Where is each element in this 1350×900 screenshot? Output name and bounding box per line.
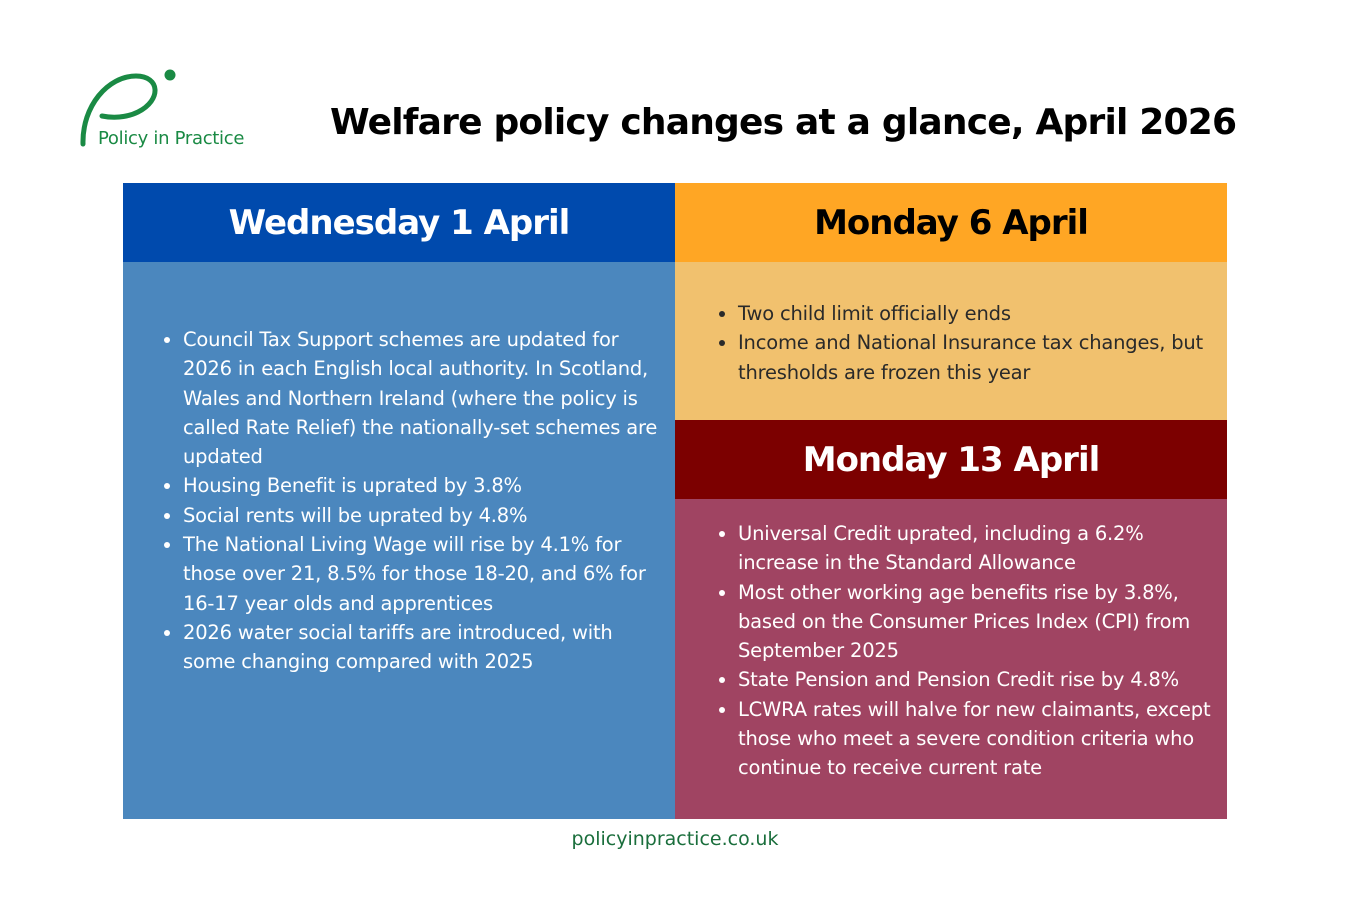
monday-6-april-header: Monday 6 April — [675, 183, 1227, 262]
monday-13-april-body — [675, 499, 1227, 819]
list-item: 2026 water social tariffs are introduced, with some changing compared with 2025 — [139, 618, 659, 677]
monday-13-april-list — [694, 519, 1224, 783]
list-item: Universal Credit uprated, including a 6.2% increase in the Standard Allowance — [694, 519, 1224, 578]
list-item: LCWRA rates will halve for new claimants, except those who meet a severe condition criteria who continue to receive current rate — [694, 695, 1224, 783]
list-item: Council Tax Support schemes are updated for 2026 in each English local authority. In Scotland, Wales and Northern Ireland (where the policy is called Rate Relief) the nationally-set schemes are updated — [139, 325, 659, 471]
footer-url-link[interactable]: policyinpractice.co.uk — [571, 828, 779, 850]
list-item: State Pension and Pension Credit rise by 4.8% — [694, 665, 1224, 694]
monday-13-april-header: Monday 13 April — [675, 420, 1227, 499]
list-item: The National Living Wage will rise by 4.1% for those over 21, 8.5% for those 18-20, and 6% for 16-17 year olds and apprentices — [139, 530, 659, 618]
list-item: Income and National Insurance tax changes, but thresholds are frozen this year — [694, 328, 1214, 387]
wednesday-1-april-header: Wednesday 1 April — [123, 183, 675, 262]
list-item: Two child limit officially ends — [694, 299, 1214, 328]
monday-6-april-body — [675, 262, 1227, 420]
monday-6-april-list — [694, 299, 1214, 387]
wednesday-1-april-body — [123, 262, 675, 819]
list-item: Most other working age benefits rise by 3.8%, based on the Consumer Prices Index (CPI) from September 2025 — [694, 578, 1224, 666]
list-item: Social rents will be uprated by 4.8% — [139, 501, 659, 530]
list-item: Housing Benefit is uprated by 3.8% — [139, 471, 659, 500]
logo-text: Policy in Practice — [98, 128, 245, 149]
wednesday-1-april-list — [139, 325, 659, 677]
page-title: Welfare policy changes at a glance, April 2026 — [330, 102, 1237, 143]
logo — [78, 66, 278, 156]
